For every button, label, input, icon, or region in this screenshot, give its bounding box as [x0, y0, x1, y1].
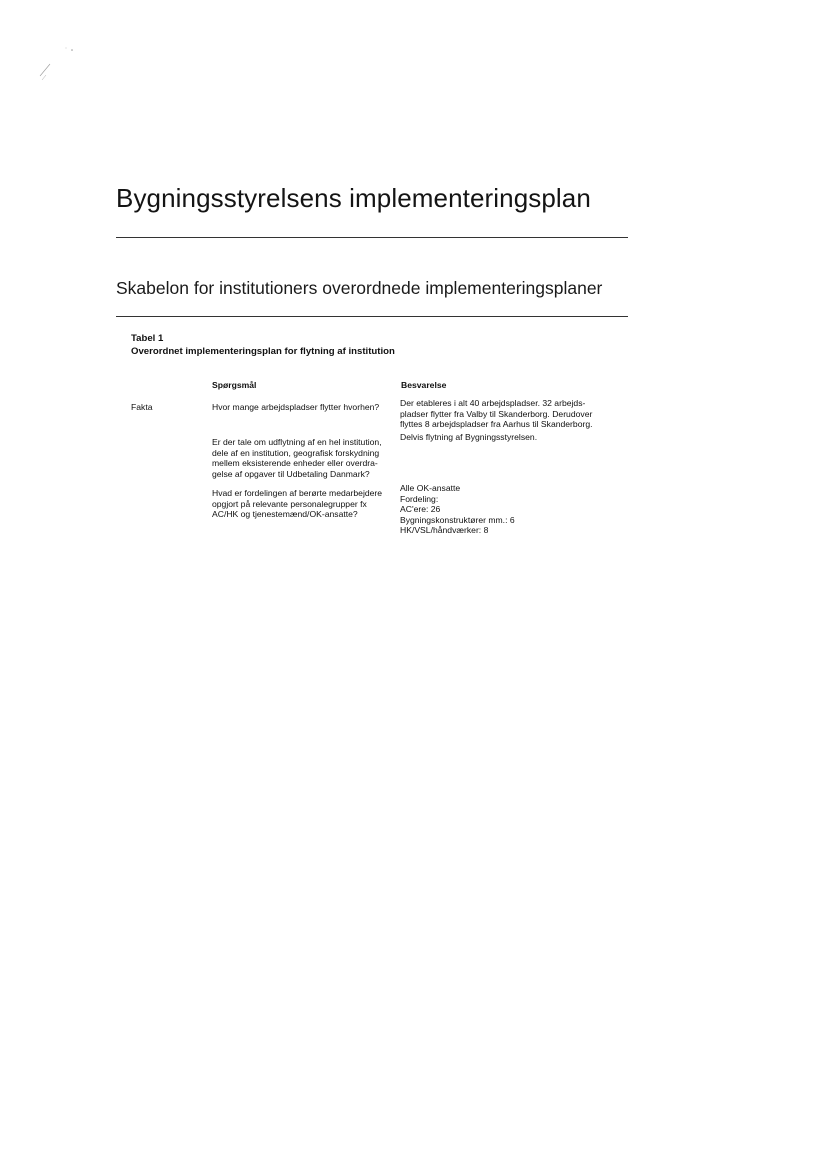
question-line: opgjort på relevante personalegrupper fx [212, 498, 367, 509]
answer-line: Alle OK-ansatte [400, 483, 461, 493]
answer-line: HK/VSL/håndværker: 8 [400, 525, 489, 536]
row-category: Fakta [131, 402, 153, 412]
title-divider [116, 237, 628, 238]
column-header-question: Spørgsmål [212, 380, 257, 390]
document-title: Bygningsstyrelsens implementeringsplan [116, 183, 591, 213]
document-subtitle: Skabelon for institutioners overordnede implementeringsplaner [116, 278, 603, 298]
question-line: mellem eksisterende enheder eller overdra- [212, 458, 378, 469]
answer-cell [400, 398, 593, 430]
answer-line: flyttes 8 arbejdspladser fra Aarhus til Skanderborg. [400, 419, 593, 430]
answer-cell [400, 483, 515, 536]
column-header-answer: Besvarelse [401, 380, 447, 390]
answer-line: Bygningskonstruktører mm.: 6 [400, 514, 515, 525]
question-line: Er der tale om udflytning af en hel institution, [212, 437, 382, 447]
question-cell [212, 402, 379, 413]
answer-line: pladser flytter fra Valby til Skanderborg. Derudover [400, 408, 593, 419]
question-cell [212, 437, 382, 479]
question-line: AC/HK og tjenestemænd/OK-ansatte? [212, 509, 358, 520]
table-label: Tabel 1 [131, 333, 164, 344]
question-line: Hvor mange arbejdspladser flytter hvorhen? [212, 402, 380, 412]
answer-line: AC'ere: 26 [400, 504, 441, 515]
answer-cell [400, 432, 537, 443]
question-line: gelse af opgaver til Udbetaling Danmark? [212, 468, 370, 479]
question-line: Hvad er fordelingen af berørte medarbejdere [212, 488, 383, 498]
scan-artifact-mark [36, 42, 80, 86]
subtitle-divider [116, 316, 628, 317]
question-line: dele af en institution, geografisk forskydning [212, 447, 380, 458]
answer-line: Delvis flytning af Bygningsstyrelsen. [400, 432, 538, 442]
table-title: Overordnet implementeringsplan for flytning af institution [131, 346, 395, 357]
question-cell [212, 488, 382, 520]
answer-line: Fordeling: [400, 493, 439, 504]
answer-line: Der etableres i alt 40 arbejdspladser. 32 arbejds- [400, 398, 586, 408]
table-caption [131, 332, 395, 358]
